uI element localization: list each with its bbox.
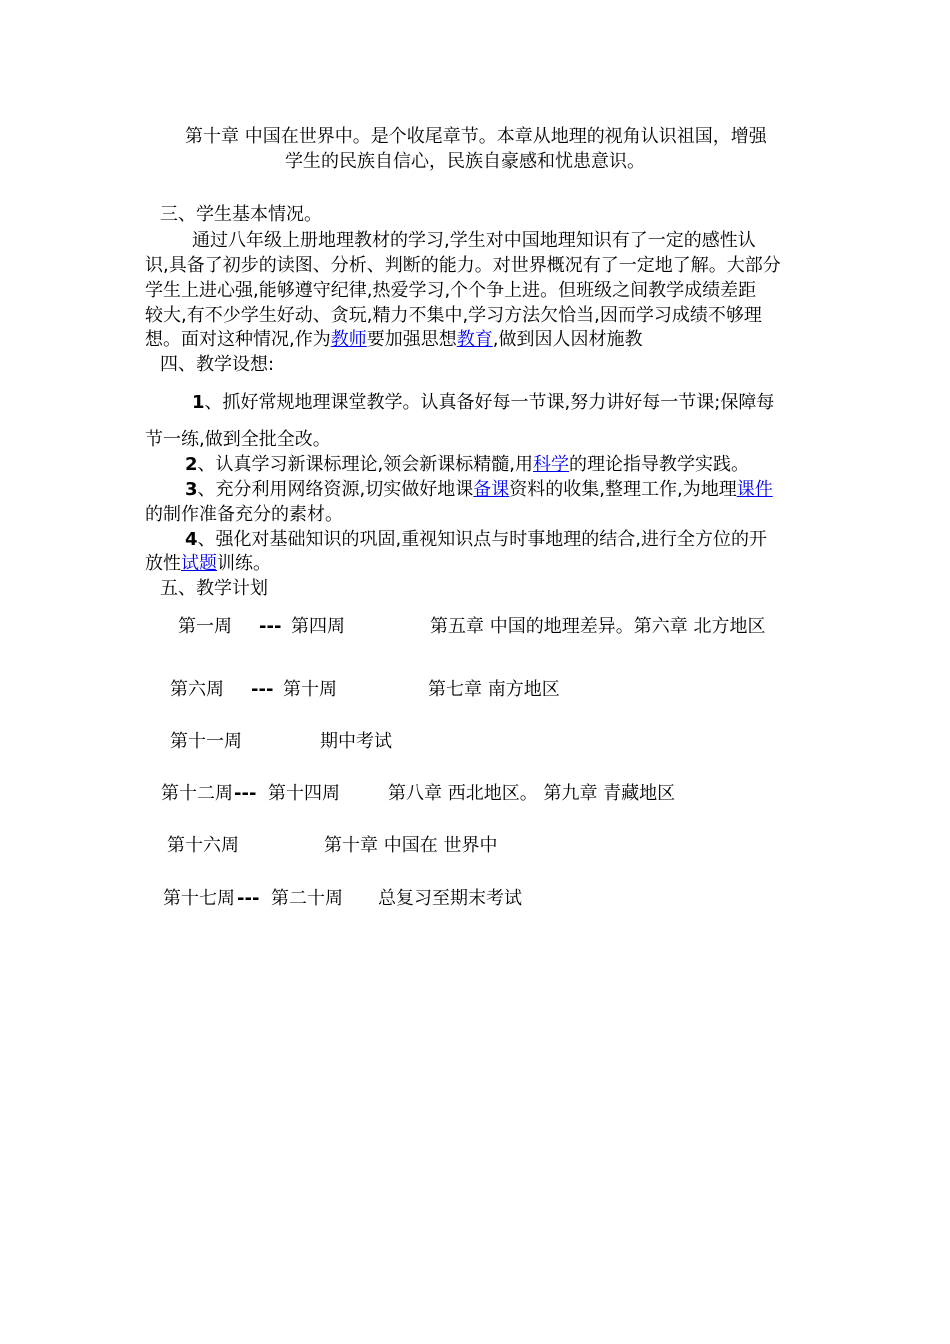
schedule-week-start: 第十二周: [161, 783, 233, 804]
section-3-para-line: 学生上进心强,能够遵守纪律,热爱学习,个个争上进。但班级之间教学成绩差距: [145, 280, 757, 301]
item-number: 1: [192, 392, 205, 413]
schedule-content: 总复习至期末考试: [378, 888, 522, 909]
section-4-item-3: [185, 477, 773, 502]
schedule-week-end: 第二十周: [271, 888, 343, 909]
item-text: 的理论指导教学实践。: [568, 454, 749, 475]
schedule-week-start: 第六周: [170, 679, 224, 700]
section-4-heading: 四、教学设想:: [160, 354, 275, 375]
schedule-week-end: 第十四周: [268, 783, 340, 804]
lesson-prep-link[interactable]: 备课: [473, 479, 510, 500]
item-text: 资料的收集,整理工作,为地理: [509, 479, 737, 500]
schedule-row: [0, 886, 950, 911]
schedule-separator: ---: [237, 888, 260, 909]
section-4-item-1-cont: 节一练,做到全批全改。: [145, 429, 331, 450]
schedule-content: 第八章 西北地区。 第九章 青藏地区: [388, 783, 676, 804]
section-4-item-4-cont: [145, 551, 271, 576]
section-5-heading: 五、教学计划: [160, 578, 268, 599]
item-text: 放性: [145, 553, 181, 574]
section-3-para-line: 识,具备了初步的读图、分析、判断的能力。对世界概况有了一定地了解。大部分: [145, 255, 781, 276]
schedule-week-start: 第一周: [178, 616, 232, 637]
schedule-content: 第五章 中国的地理差异。第六章 北方地区: [430, 616, 766, 637]
schedule-row: [0, 614, 950, 639]
section-4-item-3-cont: 的制作准备充分的素材。: [145, 504, 343, 525]
intro-line-1: 第十章 中国在世界中。是个收尾章节。本章从地理的视角认识祖国，增强: [185, 126, 767, 147]
item-number: 4: [185, 529, 198, 550]
schedule-separator: ---: [259, 616, 282, 637]
schedule-week-start: 第十一周: [170, 731, 242, 752]
section-3-para-line: [145, 327, 642, 352]
item-text: 训练。: [217, 553, 271, 574]
schedule-content: 期中考试: [320, 731, 392, 752]
science-link[interactable]: 科学: [532, 454, 569, 475]
schedule-row: [0, 677, 950, 702]
para-text: ,做到因人因材施教: [492, 329, 643, 350]
schedule-content: 第十章 中国在 世界中: [324, 835, 498, 856]
schedule-row: [0, 781, 950, 806]
item-text: 、认真学习新课标理论,领会新课标精髓,用: [197, 454, 533, 475]
schedule-week-start: 第十六周: [167, 835, 239, 856]
item-number: 2: [185, 454, 198, 475]
schedule-week-end: 第十周: [283, 679, 337, 700]
item-number: 3: [185, 479, 198, 500]
courseware-link[interactable]: 课件: [736, 479, 773, 500]
section-4-item-4: [185, 527, 767, 552]
teacher-link[interactable]: 教师: [330, 329, 367, 350]
para-text: 要加强思想: [366, 329, 457, 350]
schedule-row: [0, 833, 950, 858]
schedule-content: 第七章 南方地区: [428, 679, 560, 700]
section-4-item-1: [192, 390, 774, 415]
section-3-heading: 三、学生基本情况。: [160, 204, 322, 225]
section-4-item-2: [185, 452, 749, 477]
schedule-separator: ---: [234, 783, 257, 804]
item-text: 、强化对基础知识的巩固,重视知识点与时事地理的结合,进行全方位的开: [197, 529, 767, 550]
schedule-week-end: 第四周: [291, 616, 345, 637]
schedule-row: [0, 729, 950, 754]
intro-line-2: 学生的民族自信心，民族自豪感和忧患意识。: [285, 151, 645, 172]
item-text: 、充分利用网络资源,切实做好地课: [197, 479, 474, 500]
exam-questions-link[interactable]: 试题: [181, 553, 217, 574]
section-3-para-line: 较大,有不少学生好动、贪玩,精力不集中,学习方法欠恰当,因而学习成绩不够理: [145, 305, 762, 326]
para-text: 想。面对这种情况,作为: [145, 329, 331, 350]
education-link[interactable]: 教育: [456, 329, 493, 350]
schedule-week-start: 第十七周: [163, 888, 235, 909]
item-text: 、抓好常规地理课堂教学。认真备好每一节课,努力讲好每一节课;保障每: [204, 392, 775, 413]
section-3-para-line: 通过八年级上册地理教材的学习,学生对中国地理知识有了一定的感性认: [192, 230, 756, 251]
schedule-separator: ---: [251, 679, 274, 700]
